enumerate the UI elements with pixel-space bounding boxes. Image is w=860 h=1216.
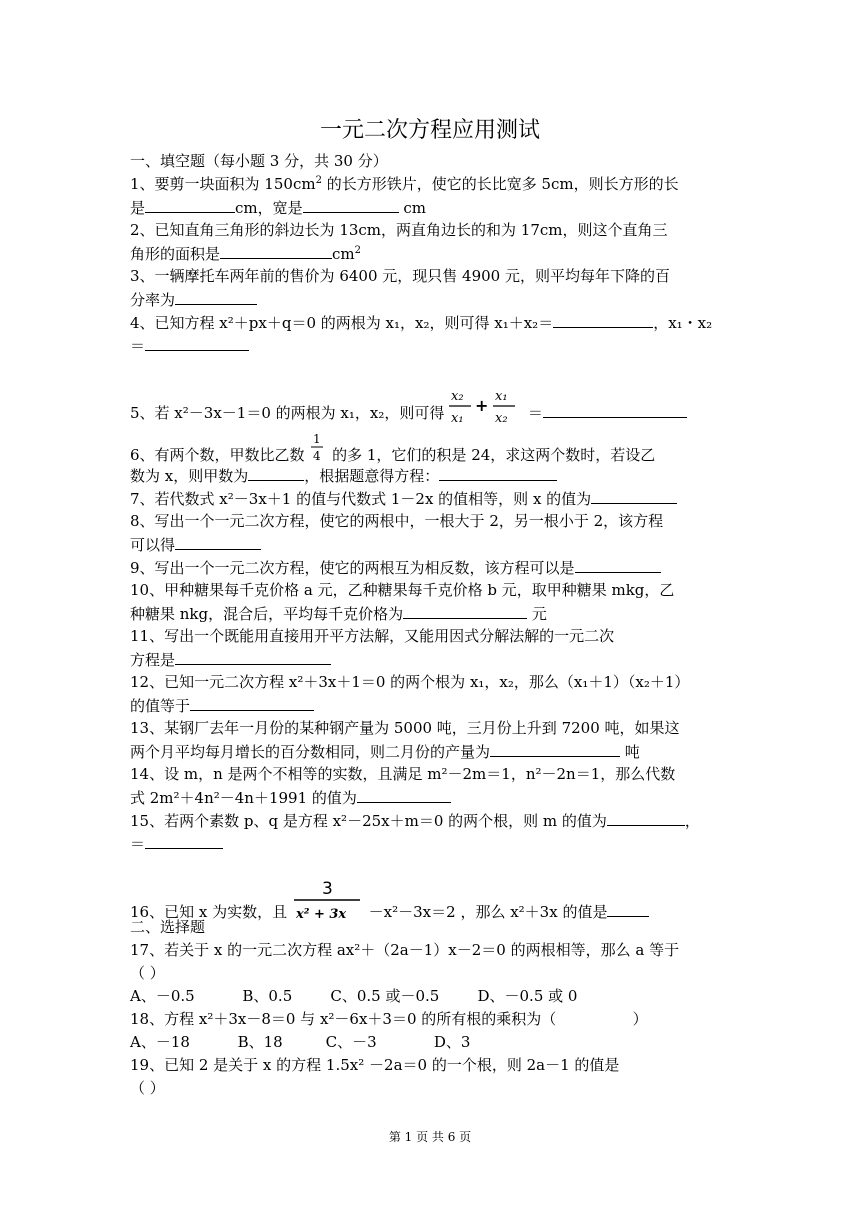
question-8-line-1: 8、写出一个一元二次方程，使它的两根中，一根大于 2，另一根小于 2，该方程: [130, 512, 664, 530]
question-13-line-2: 两个月平均每月增长的百分数相同，则二月份的产量为 吨: [130, 740, 730, 763]
answer-blank[interactable]: [439, 464, 557, 481]
question-14-line-1: 14、设 m，n 是两个不相等的实数，且满足 m²－2m＝1，n²－2n＝1，那么代数: [130, 765, 676, 783]
question-5: 5、若 x²－3x－1＝0 的两根为 x₁，x₂，则可得 x₂ x₁ + x₁ x₂ ＝: [130, 392, 730, 436]
question-4-line-1: 4、已知方程 x²＋px＋q＝0 的两根为 x₁，x₂，则可得 x₁＋x₂＝ ，x₁・x₂: [130, 311, 730, 334]
answer-blank[interactable]: [145, 334, 249, 351]
answer-blank[interactable]: [607, 900, 649, 917]
answer-blank[interactable]: [303, 196, 399, 213]
question-8-line-2: 可以得: [130, 533, 730, 556]
answer-blank[interactable]: [553, 311, 653, 328]
question-15-line-2: ＝: [130, 832, 730, 855]
question-13-line-1: 13、某钢厂去年一月份的某种钢产量为 5000 吨，三月份上升到 7200 吨，如果这: [130, 719, 680, 737]
question-16: 16、已知 x 为实数，且 3 x² + 3x －x²－3x＝2 ，那么 x²＋3x 的值是: [130, 888, 730, 938]
question-11-line-2: 方程是: [130, 648, 730, 671]
question-15-line-1: 15、若两个素数 p、q 是方程 x²－25x＋m＝0 的两个根，则 m 的值为 ，: [130, 809, 730, 832]
answer-blank[interactable]: [403, 602, 527, 619]
question-12-line-2: 的值等于: [130, 694, 730, 717]
answer-blank[interactable]: [145, 832, 223, 849]
fraction-one-quarter: [309, 430, 327, 466]
question-3-line-2: 分率为: [130, 288, 730, 311]
answer-blank[interactable]: [145, 196, 235, 213]
page-footer: 第 1 页 共 6 页: [388, 1130, 472, 1144]
answer-blank[interactable]: [490, 740, 620, 757]
question-3-line-1: 3、一辆摩托车两年前的售价为 6400 元，现只售 4900 元，则平均每年下降的百: [130, 267, 670, 285]
fraction-sum-graphic: [449, 384, 523, 428]
question-6-line-1: 6、有两个数，甲数比乙数 1 4 的多 1，它们的积是 24，求这两个数时，若设乙: [130, 432, 656, 464]
question-6-line-2: 数为 x，则甲数为 ，根据题意得方程：: [130, 464, 730, 487]
fraction-numerator: 1: [313, 432, 321, 446]
question-17-answer-bracket[interactable]: （ ）: [130, 964, 165, 982]
answer-blank[interactable]: [543, 401, 687, 418]
question-19-answer-bracket[interactable]: （ ）: [130, 1079, 165, 1097]
question-2-line-1: 2、已知直角三角形的斜边长为 13cm，两直角边长的和为 17cm，则这个直角三: [130, 221, 668, 239]
question-11-line-1: 11、写出一个既能用直接用开平方法解，又能用因式分解法解的一元二次: [130, 627, 615, 645]
question-1-line-2: 是 cm，宽是 cm: [130, 196, 730, 219]
question-9: 9、写出一个一元二次方程，使它的两根互为相反数，该方程可以是: [130, 556, 730, 579]
document-title: 一元二次方程应用测试: [319, 118, 540, 143]
fraction-numerator: x₁: [495, 389, 508, 404]
fraction-denominator: x₂: [495, 411, 508, 426]
fraction-denominator: 4: [313, 449, 321, 463]
fraction-denominator: x² + 3x: [295, 907, 347, 922]
question-4-line-2: ＝: [130, 334, 730, 357]
plus-sign: +: [475, 396, 489, 415]
fraction-numerator: x₂: [451, 389, 464, 404]
fraction-numerator: 3: [321, 879, 333, 899]
question-18-options: A、－18 B、18 C、－3 D、3: [130, 1033, 471, 1051]
answer-blank[interactable]: [357, 786, 451, 803]
section-heading-multiple-choice: 二、选择题: [130, 918, 206, 936]
answer-blank[interactable]: [175, 648, 331, 665]
answer-blank[interactable]: [175, 533, 261, 550]
fraction-expression: [449, 384, 523, 428]
question-10-line-2: 种糖果 nkg，混合后，平均每千克价格为 元: [130, 602, 730, 625]
question-1-line-1: 1、要剪一块面积为 $150cm^2$ 的长方形铁片，使它的长比宽多 5cm，则长方形的长: [130, 175, 679, 193]
answer-blank[interactable]: [175, 288, 257, 305]
question-14-line-2: 式 2m²＋4n²－4n＋1991 的值为: [130, 786, 730, 809]
question-17: 17、若关于 x 的一元二次方程 ax²＋（2a－1）x－2＝0 的两根相等，那么 a 等于: [130, 941, 680, 959]
fraction-graphic: [309, 430, 327, 466]
question-7: 7、若代数式 x²－3x＋1 的值与代数式 1－2x 的值相等，则 x 的值为: [130, 487, 730, 510]
question-2-line-2: 角形的面积是 $cm^2$: [130, 242, 730, 265]
answer-blank[interactable]: [607, 809, 685, 826]
question-10-line-1: 10、甲种糖果每千克价格 a 元，乙种糖果每千克价格 b 元，取甲种糖果 mkg，乙: [130, 581, 675, 599]
answer-blank[interactable]: [248, 464, 304, 481]
question-18: 18、方程 x²＋3x－8＝0 与 x²－6x＋3＝0 的所有根的乘积为（ ）: [130, 1010, 648, 1028]
question-19: 19、已知 2 是关于 x 的方程 1.5x² －2a＝0 的一个根，则 2a－1 的值是: [130, 1056, 620, 1074]
answer-blank[interactable]: [575, 556, 661, 573]
question-12-line-1: 12、已知一元二次方程 x²＋3x＋1＝0 的两个根为 x₁，x₂，那么（x₁＋1）（x₂＋1）: [130, 673, 690, 691]
section-heading-fill-blank: 一、填空题（每小题 3 分，共 30 分）: [130, 152, 388, 170]
answer-blank[interactable]: [190, 694, 314, 711]
answer-blank[interactable]: [591, 487, 677, 504]
fraction-denominator: x₁: [451, 411, 464, 426]
answer-blank[interactable]: [220, 242, 332, 259]
question-17-options: A、－0.5 B、0.5 C、0.5 或－0.5 D、－0.5 或 0: [130, 987, 578, 1005]
